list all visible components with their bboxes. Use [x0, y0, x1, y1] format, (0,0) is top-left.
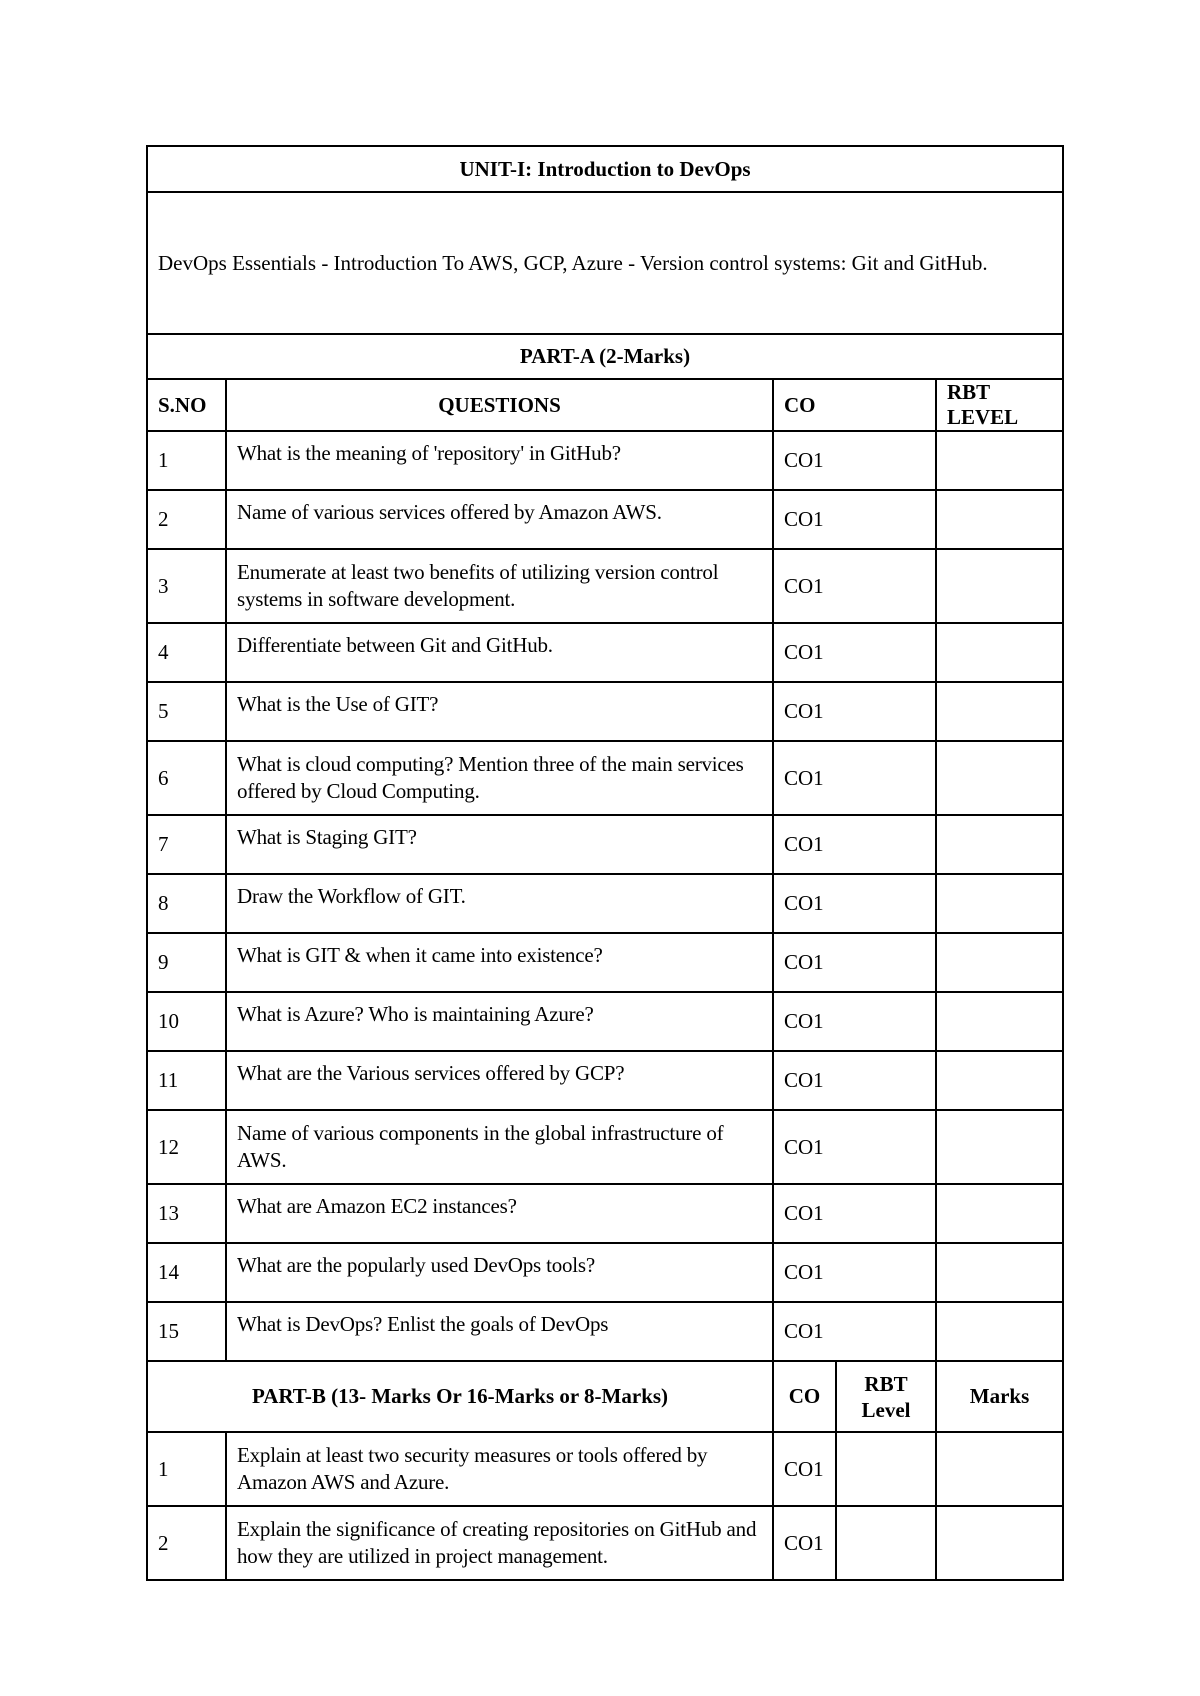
syllabus-row [147, 192, 1063, 334]
co-cell: CO1 [773, 549, 936, 623]
table-row [147, 1051, 1063, 1110]
unit-title: UNIT-I: Introduction to DevOps [147, 146, 1063, 192]
question-cell: Explain at least two security measures or tools offered by Amazon AWS and Azure. [226, 1432, 773, 1506]
table-row [147, 1506, 1063, 1580]
syllabus-text: DevOps Essentials - Introduction To AWS, GCP, Azure - Version control systems: Git and GitHub. [147, 192, 1063, 334]
table-row [147, 933, 1063, 992]
rbt-level-cell [936, 490, 1063, 549]
question-cell: What is the Use of GIT? [226, 682, 773, 741]
question-cell: Enumerate at least two benefits of utilizing version control systems in software development. [226, 549, 773, 623]
co-cell: CO1 [773, 1302, 936, 1361]
rbt-level-cell [936, 549, 1063, 623]
unit-title-row [147, 146, 1063, 192]
rbt-level-cell [936, 431, 1063, 490]
question-cell: Name of various services offered by Amazon AWS. [226, 490, 773, 549]
question-cell: What is the meaning of 'repository' in GitHub? [226, 431, 773, 490]
co-cell: CO1 [773, 741, 936, 815]
sno-header: S.NO [147, 379, 226, 431]
part-b-marks-header: Marks [936, 1361, 1063, 1432]
question-cell: Name of various components in the global infrastructure of AWS. [226, 1110, 773, 1184]
rbt-level-cell [936, 874, 1063, 933]
co-cell: CO1 [773, 490, 936, 549]
part-b-header-row [147, 1361, 1063, 1432]
part-a-header-row [147, 379, 1063, 431]
table-row [147, 1243, 1063, 1302]
part-b-rbt-label: RBT Level [861, 1371, 911, 1422]
table-row [147, 549, 1063, 623]
table-row [147, 815, 1063, 874]
part-a-title-row [147, 334, 1063, 379]
question-bank-table [146, 145, 1064, 1581]
sno-cell: 12 [147, 1110, 226, 1184]
question-cell: Explain the significance of creating repositories on GitHub and how they are utilized in project management. [226, 1506, 773, 1580]
sno-cell: 2 [147, 1506, 226, 1580]
question-cell: What is GIT & when it came into existence? [226, 933, 773, 992]
co-cell: CO1 [773, 1506, 836, 1580]
sno-cell: 1 [147, 1432, 226, 1506]
question-cell: What is DevOps? Enlist the goals of DevOps [226, 1302, 773, 1361]
part-b-co-header: CO [773, 1361, 836, 1432]
table-row [147, 1110, 1063, 1184]
co-cell: CO1 [773, 623, 936, 682]
questions-header: QUESTIONS [226, 379, 773, 431]
table-row [147, 1184, 1063, 1243]
part-b-rbt-header [836, 1361, 936, 1432]
sno-cell: 13 [147, 1184, 226, 1243]
rbt-level-cell [936, 682, 1063, 741]
part-a-title: PART-A (2-Marks) [147, 334, 1063, 379]
rbt-level-cell [936, 623, 1063, 682]
rbt-level-cell [936, 741, 1063, 815]
question-cell: What are the popularly used DevOps tools? [226, 1243, 773, 1302]
co-cell: CO1 [773, 1243, 936, 1302]
sno-cell: 10 [147, 992, 226, 1051]
sno-cell: 8 [147, 874, 226, 933]
sno-cell: 5 [147, 682, 226, 741]
rbt-level-cell [936, 933, 1063, 992]
sno-cell: 2 [147, 490, 226, 549]
rbt-level-cell [836, 1432, 936, 1506]
rbt-level-cell [936, 815, 1063, 874]
rbt-level-cell [936, 1110, 1063, 1184]
rbt-level-cell [936, 1302, 1063, 1361]
co-cell: CO1 [773, 682, 936, 741]
rbt-level-cell [836, 1506, 936, 1580]
co-cell: CO1 [773, 1432, 836, 1506]
sno-cell: 14 [147, 1243, 226, 1302]
question-cell: Differentiate between Git and GitHub. [226, 623, 773, 682]
rbt-level-cell [936, 1184, 1063, 1243]
table-row [147, 431, 1063, 490]
sno-cell: 6 [147, 741, 226, 815]
sno-cell: 1 [147, 431, 226, 490]
marks-cell [936, 1506, 1063, 1580]
table-row [147, 1432, 1063, 1506]
co-cell: CO1 [773, 815, 936, 874]
question-cell: What is Azure? Who is maintaining Azure? [226, 992, 773, 1051]
question-cell: Draw the Workflow of GIT. [226, 874, 773, 933]
part-b-rows [147, 1432, 1063, 1580]
part-b-title: PART-B (13- Marks Or 16-Marks or 8-Marks) [147, 1361, 773, 1432]
co-cell: CO1 [773, 431, 936, 490]
co-cell: CO1 [773, 1184, 936, 1243]
sno-cell: 15 [147, 1302, 226, 1361]
question-cell: What is cloud computing? Mention three of the main services offered by Cloud Computing. [226, 741, 773, 815]
co-header: CO [773, 379, 936, 431]
sno-cell: 4 [147, 623, 226, 682]
rbt-level-cell [936, 1051, 1063, 1110]
sno-cell: 11 [147, 1051, 226, 1110]
sno-cell: 9 [147, 933, 226, 992]
part-a-rows [147, 431, 1063, 1361]
table-row [147, 874, 1063, 933]
co-cell: CO1 [773, 992, 936, 1051]
table-row [147, 741, 1063, 815]
co-cell: CO1 [773, 874, 936, 933]
table-row [147, 490, 1063, 549]
co-cell: CO1 [773, 933, 936, 992]
table-row [147, 623, 1063, 682]
marks-cell [936, 1432, 1063, 1506]
co-cell: CO1 [773, 1051, 936, 1110]
sno-cell: 3 [147, 549, 226, 623]
rbt-level-cell [936, 992, 1063, 1051]
question-cell: What are Amazon EC2 instances? [226, 1184, 773, 1243]
question-cell: What are the Various services offered by GCP? [226, 1051, 773, 1110]
question-cell: What is Staging GIT? [226, 815, 773, 874]
rbt-level-cell [936, 1243, 1063, 1302]
co-cell: CO1 [773, 1110, 936, 1184]
table-row [147, 682, 1063, 741]
rbt-level-header: RBT LEVEL [936, 379, 1063, 431]
table-row [147, 1302, 1063, 1361]
table-row [147, 992, 1063, 1051]
sno-cell: 7 [147, 815, 226, 874]
